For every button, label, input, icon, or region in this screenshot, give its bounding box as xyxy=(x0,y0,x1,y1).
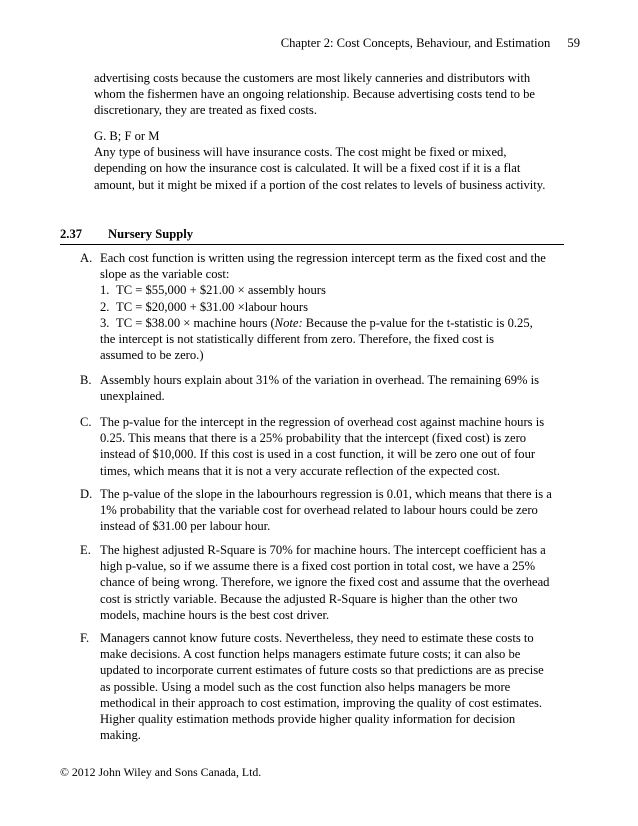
text-line: methodical in their approach to cost estimation, improving the quality of cost estimates. xyxy=(100,695,543,710)
item-label: C. xyxy=(80,415,92,429)
text-line: Any type of business will have insurance costs. The cost might be fixed or mixed, xyxy=(94,145,507,160)
text-line: assumed to be zero.) xyxy=(100,348,204,363)
text-line: instead of $10,000. If this cost is used in a cost function, it will be zero one out of four xyxy=(100,447,536,462)
cost-function-3: 3. TC = $38.00 × machine hours (Note: Because the p-value for the t-statistic is 0.25, xyxy=(100,315,533,330)
text-line: models, machine hours is the best cost driver. xyxy=(100,607,330,622)
text-line: Higher quality estimation methods provide higher quality information for decision xyxy=(100,712,516,727)
answer-d xyxy=(80,486,566,535)
copyright-footer: © 2012 John Wiley and Sons Canada, Ltd. xyxy=(60,765,262,779)
text-line: 1% probability that the variable cost for overhead related to labour hours could be zero xyxy=(100,503,538,518)
text-line: Managers cannot know future costs. Nevertheless, they need to estimate these costs to xyxy=(100,631,534,645)
text-line: Assembly hours explain about 31% of the variation in overhead. The remaining 69% is xyxy=(100,373,540,387)
text-line: slope as the variable cost: xyxy=(100,267,230,282)
section-number: 2.37 xyxy=(60,227,83,241)
answer-a xyxy=(80,250,566,363)
text-line: as possible. Using a model such as the cost function also helps managers be more xyxy=(100,679,511,694)
answer-b xyxy=(80,372,566,404)
text-line: making. xyxy=(100,728,141,743)
text-line: high p-value, so if we assume there is a fixed cost portion in total cost, we have a 25% xyxy=(100,559,536,574)
running-title: Chapter 2: Cost Concepts, Behaviour, and Estimation xyxy=(280,36,551,50)
text-line: Each cost function is written using the regression intercept term as the fixed cost and the xyxy=(100,251,546,265)
page-number: 59 xyxy=(567,36,580,50)
text-line: cost is strictly variable. Because the adjusted R-Square is higher than the other two xyxy=(100,591,518,606)
item-label: E. xyxy=(80,543,91,557)
section-title: Nursery Supply xyxy=(108,227,194,241)
cost-function-1: 1. TC = $55,000 + $21.00 × assembly hours xyxy=(100,283,326,298)
intro-paragraph xyxy=(94,70,554,119)
item-label: A. xyxy=(80,251,93,265)
cost-function-2: 2. TC = $20,000 + $31.00 ×labour hours xyxy=(100,299,309,314)
text-line: make decisions. A cost function helps managers estimate future costs; it can also be xyxy=(100,647,521,662)
running-header xyxy=(60,35,580,51)
text-line: whom the fishermen have an ongoing relationship. Because advertising costs tend to be xyxy=(94,87,536,102)
text-line: depending on how the insurance cost is calculated. It will be a fixed cost if it is a flat xyxy=(94,161,521,176)
answer-f xyxy=(80,630,566,743)
note-label: Note: xyxy=(274,315,303,330)
text-line: chance of being wrong. Therefore, we ignore the fixed cost and assume that the overhead xyxy=(100,575,550,590)
answer-c xyxy=(80,414,566,479)
text-line: advertising costs because the customers are most likely canneries and distributors with xyxy=(94,71,531,85)
item-label: D. xyxy=(80,487,93,501)
text-line: 0.25. This means that there is a 25% probability that the intercept (fixed cost) is zero xyxy=(100,431,527,446)
section-heading xyxy=(60,226,564,245)
text-line: The p-value of the slope in the labourhours regression is 0.01, which means that there is a xyxy=(100,487,552,501)
answer-g-paragraph xyxy=(94,128,554,193)
text-line: instead of $31.00 per labour hour. xyxy=(100,519,271,534)
text-line: discretionary, they are treated as fixed costs. xyxy=(94,103,317,118)
text-line: unexplained. xyxy=(100,389,165,404)
item-label: F. xyxy=(80,631,90,645)
item-label: B. xyxy=(80,373,92,387)
text-line: The highest adjusted R-Square is 70% for machine hours. The intercept coefficient has a xyxy=(100,543,546,557)
text-line: The p-value for the intercept in the regression of overhead cost against machine hours is xyxy=(100,415,545,429)
text-line: times, which means that it is not a very accurate reflection of the expected cost. xyxy=(100,463,501,478)
text-line: the intercept is not statistically different from zero. Therefore, the fixed cost is xyxy=(100,332,495,347)
answer-e xyxy=(80,542,566,623)
text-line: G. B; F or M xyxy=(94,129,160,143)
text-line: updated to incorporate current estimates of future costs so that predictions are as precise xyxy=(100,663,544,678)
text-line: amount, but it might be mixed if a portion of the cost relates to levels of business activity. xyxy=(94,177,546,192)
